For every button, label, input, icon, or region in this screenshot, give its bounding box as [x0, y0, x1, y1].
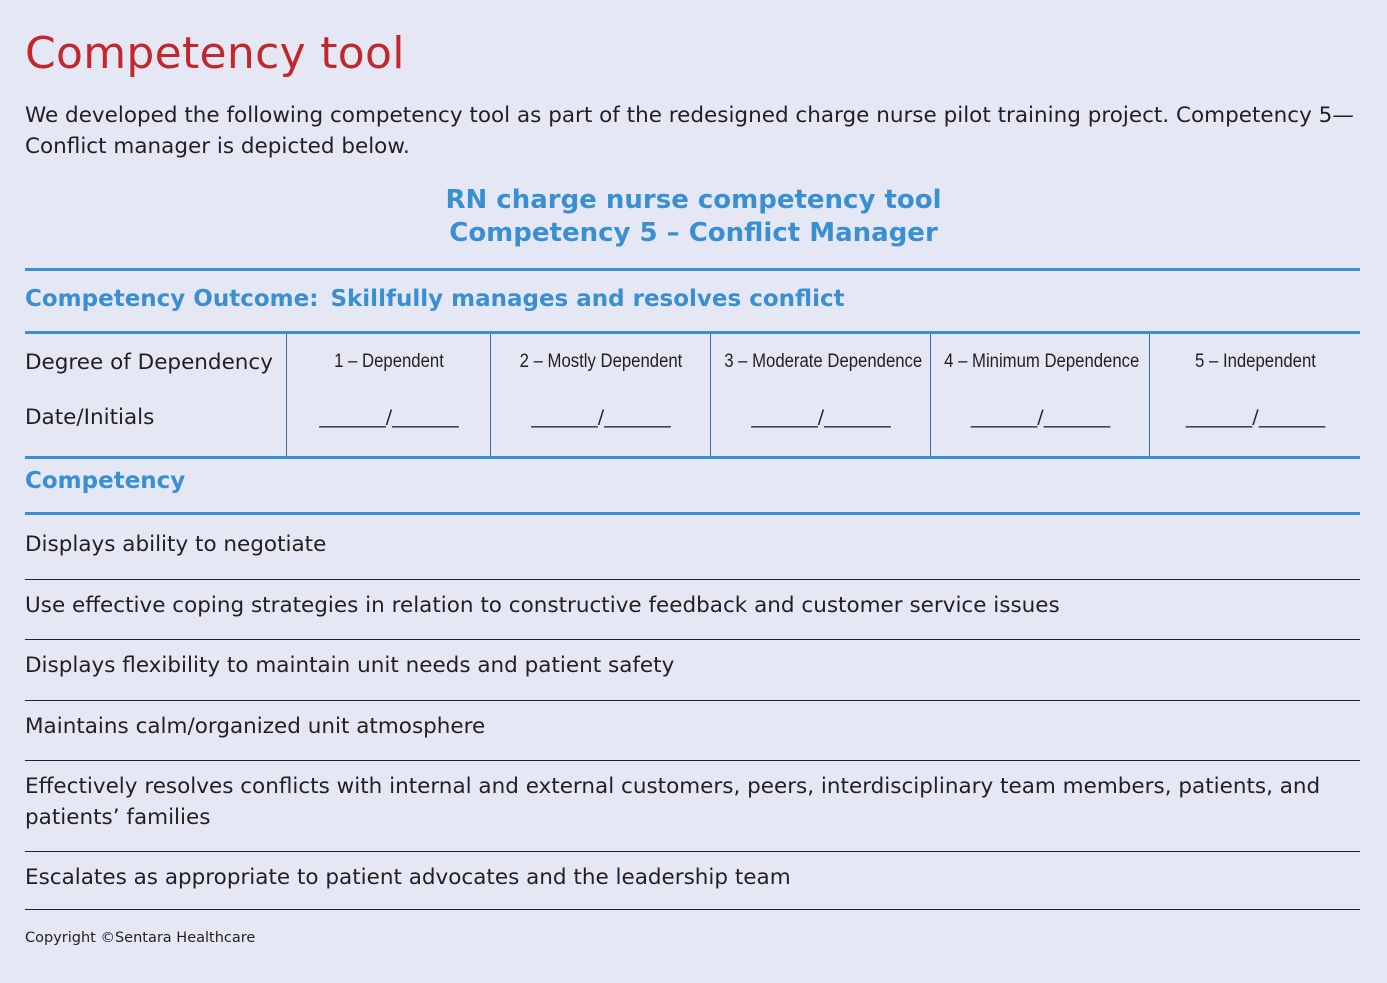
date-initials-field[interactable]: _______/_______: [751, 406, 891, 428]
divider-dependency: [25, 456, 1360, 459]
divider-top: [25, 268, 1360, 271]
dependency-level-2: [490, 334, 711, 457]
dependency-level-5: [1149, 334, 1361, 457]
level-label: 5 – Independent: [1195, 351, 1316, 372]
dependency-level-4: [930, 334, 1150, 457]
dependency-level-1: [286, 334, 491, 457]
date-initials-field[interactable]: _______/_______: [970, 406, 1111, 428]
date-initials-field[interactable]: _______/_______: [531, 406, 671, 428]
date-initials-field[interactable]: _______/_______: [1185, 406, 1326, 428]
level-label: 2 – Mostly Dependent: [519, 351, 683, 372]
level-label: 4 – Minimum Dependence: [944, 351, 1140, 372]
row-divider: [25, 851, 1360, 852]
row-divider: [25, 579, 1360, 580]
outcome-text: Skillfully manages and resolves conflict: [330, 286, 845, 312]
date-initials-label: Date/Initials: [25, 405, 155, 430]
copyright-notice: Copyright ©Sentara Healthcare: [25, 930, 256, 946]
level-label: 1 – Dependent: [334, 351, 444, 372]
dependency-table: [25, 334, 1360, 457]
competency-item: Effectively resolves conflicts with internal and external customers, peers, interdisciplinary team members, patients, and patients’ families: [25, 774, 1321, 830]
competency-item: Maintains calm/organized unit atmosphere: [25, 714, 486, 739]
row-divider: [25, 639, 1360, 640]
competency-item: Displays ability to negotiate: [25, 532, 327, 557]
competency-item: Escalates as appropriate to patient advocates and the leadership team: [25, 865, 791, 890]
row-divider: [25, 909, 1360, 910]
date-initials-field[interactable]: _______/_______: [319, 406, 459, 428]
competency-heading: Competency: [25, 468, 186, 494]
dependency-level-3: [710, 334, 931, 457]
intro-paragraph: We developed the following competency tool as part of the redesigned charge nurse pilot training project. Competency 5—Conflict manager is depicted below.: [25, 103, 1354, 159]
tool-title-line2: Competency 5 – Conflict Manager: [449, 218, 938, 248]
competency-item: Displays flexibility to maintain unit needs and patient safety: [25, 653, 675, 678]
page-title: Competency tool: [25, 28, 405, 79]
degree-of-dependency-label: Degree of Dependency: [25, 350, 273, 375]
row-divider: [25, 760, 1360, 761]
level-label: 3 – Moderate Dependence: [724, 351, 923, 372]
competency-outcome: [25, 286, 845, 312]
tool-title-line1: RN charge nurse competency tool: [445, 185, 942, 215]
row-divider: [25, 700, 1360, 701]
divider-competency: [25, 512, 1360, 515]
tool-title: [0, 184, 1387, 250]
outcome-label: Competency Outcome:: [25, 286, 319, 312]
competency-item: Use effective coping strategies in relation to constructive feedback and customer service issues: [25, 593, 1060, 618]
